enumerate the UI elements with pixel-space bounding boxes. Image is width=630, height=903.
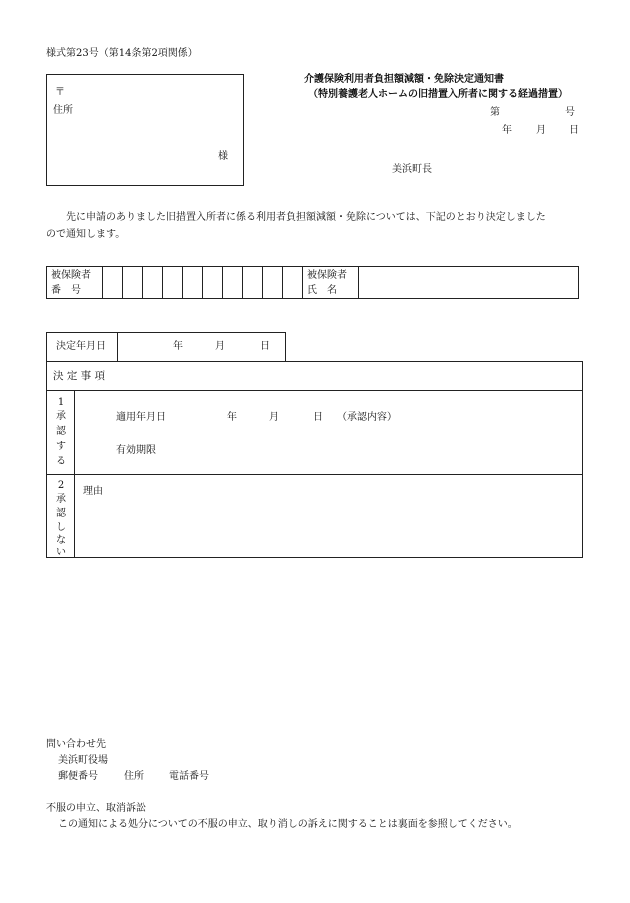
decision-date-year: 年: [173, 341, 183, 352]
apply-month: 月: [269, 412, 279, 423]
column-divider: [74, 390, 75, 474]
approval-content-label: （承認内容）: [337, 412, 397, 423]
contact-phone-label: 電話番号: [169, 771, 209, 782]
form-number: 様式第23号（第14条第2項関係）: [46, 48, 198, 59]
insured-number-digit[interactable]: [203, 267, 223, 299]
contact-address-label: 住所: [124, 771, 144, 782]
appeal-heading: 不服の申立、取消訴訟: [46, 803, 146, 814]
address-box: [46, 74, 244, 186]
issuer: 美浜町長: [392, 164, 432, 175]
insured-table: [46, 266, 579, 299]
appeal-text: この通知による処分についての不服の申立、取り消しの訴えに関することは裏面を参照してください。: [58, 819, 518, 830]
decision-date-month: 月: [215, 341, 225, 352]
insured-number-label: [47, 267, 103, 299]
reject-char-2: 認: [56, 508, 66, 519]
insured-name-field[interactable]: [359, 267, 579, 299]
issue-month: 月: [536, 125, 546, 136]
row-divider: [47, 390, 582, 391]
insured-number-digit[interactable]: [223, 267, 243, 299]
approve-char-1: 承: [56, 411, 66, 422]
title-line-1: 介護保険利用者負担額減額・免除決定通知書: [304, 74, 504, 85]
body-text-line-1: 先に申請のありました旧措置入所者に係る利用者負担額減額・免除については、下記のとおり決定しました: [66, 212, 546, 223]
approve-number: 1: [57, 397, 65, 408]
row-divider: [47, 474, 582, 475]
decision-date-box: [46, 332, 286, 362]
apply-date-label: 適用年月日: [116, 412, 166, 423]
insured-name-label: [303, 267, 359, 299]
contact-heading: 問い合わせ先: [46, 739, 106, 750]
contact-office: 美浜町役場: [58, 755, 108, 766]
approve-char-2: 認: [56, 426, 66, 437]
postal-mark: 〒: [55, 87, 65, 98]
reject-char-3: し: [56, 522, 66, 533]
valid-period-label: 有効期限: [116, 445, 156, 456]
title-line-2: （特別養護老人ホームの旧措置入所者に関する経過措置）: [308, 89, 568, 100]
decision-matters-label: 決 定 事 項: [53, 370, 106, 382]
decision-date-day: 日: [260, 341, 270, 352]
honorific: 様: [218, 151, 228, 162]
decision-matters-table: [46, 361, 583, 558]
insured-number-digit[interactable]: [163, 267, 183, 299]
insured-number-digit[interactable]: [263, 267, 283, 299]
insured-number-label-2: 番 号: [51, 284, 81, 296]
issue-day: 日: [569, 125, 579, 136]
doc-number-suffix: 号: [565, 107, 575, 118]
insured-number-digit[interactable]: [183, 267, 203, 299]
column-divider: [74, 474, 75, 558]
decision-date-label: 決定年月日: [56, 341, 106, 352]
reject-char-5: い: [56, 547, 66, 558]
insured-number-digit[interactable]: [283, 267, 303, 299]
approve-char-4: る: [56, 456, 66, 467]
insured-name-label-2: 氏 名: [307, 284, 337, 296]
apply-day: 日: [313, 412, 323, 423]
insured-number-digit[interactable]: [123, 267, 143, 299]
issue-year: 年: [502, 125, 512, 136]
reject-char-1: 承: [56, 494, 66, 505]
insured-number-label-1: 被保険者: [51, 269, 91, 281]
insured-number-digit[interactable]: [103, 267, 123, 299]
apply-year: 年: [227, 412, 237, 423]
reason-label: 理由: [83, 486, 103, 497]
insured-name-label-1: 被保険者: [307, 269, 347, 281]
address-label: 住所: [53, 105, 73, 116]
reject-number: 2: [57, 480, 65, 491]
contact-postal-label: 郵便番号: [58, 771, 98, 782]
doc-number-prefix: 第: [490, 107, 500, 118]
insured-number-digit[interactable]: [143, 267, 163, 299]
body-text-line-2: ので通知します。: [46, 229, 126, 240]
reject-char-4: な: [56, 535, 66, 546]
approve-char-3: す: [56, 441, 66, 452]
insured-number-digit[interactable]: [243, 267, 263, 299]
